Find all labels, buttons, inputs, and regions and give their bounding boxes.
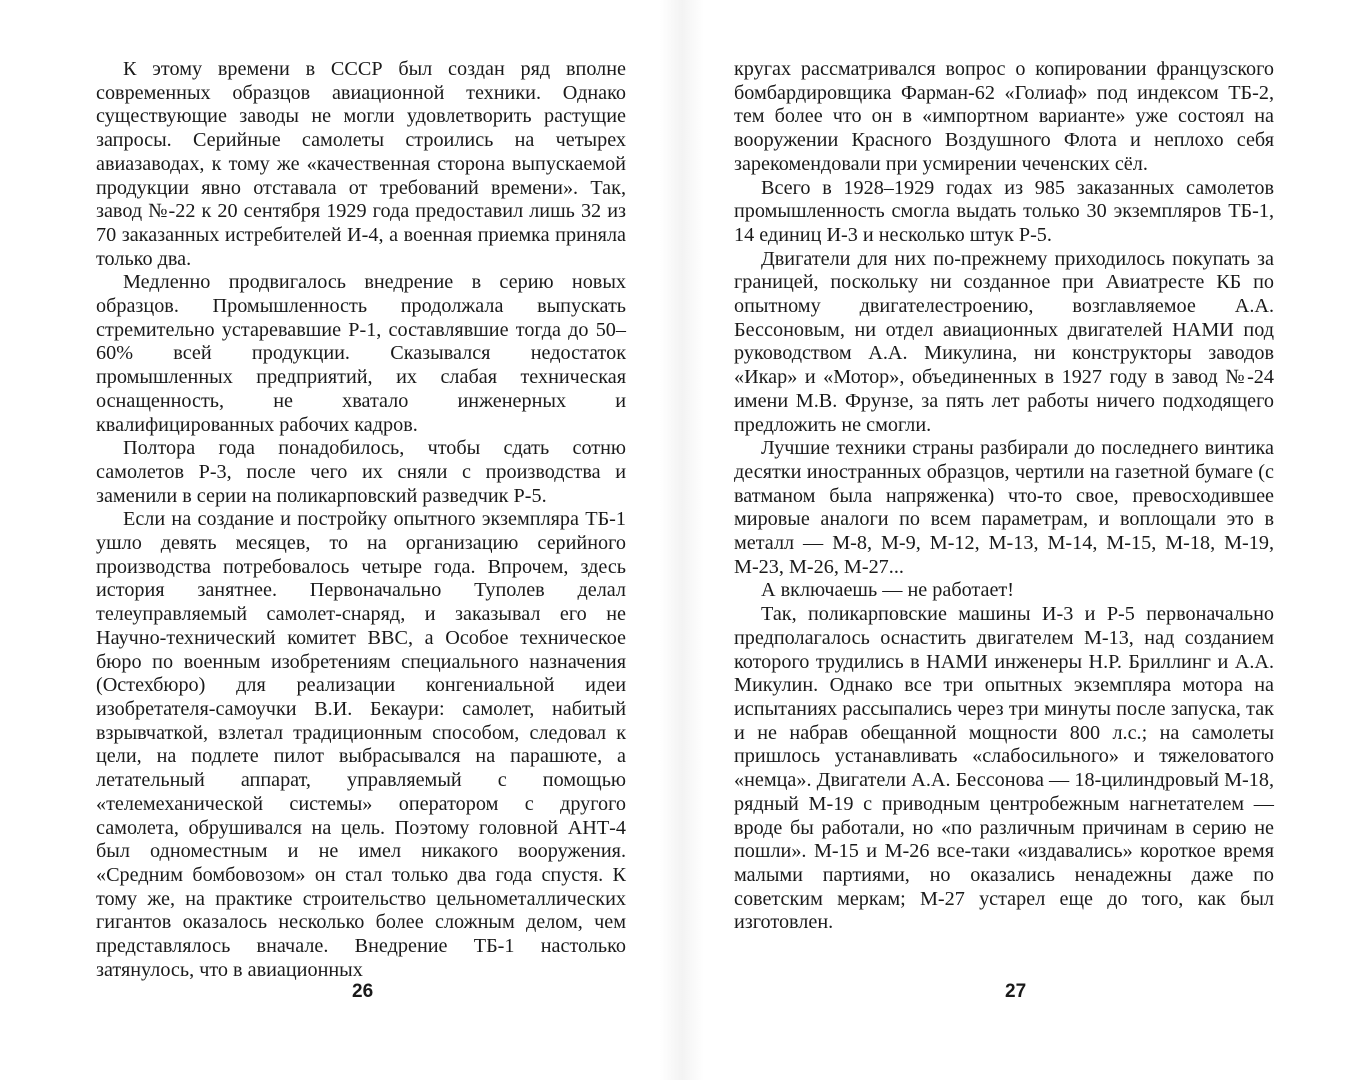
page-number: 27 <box>1005 981 1027 1002</box>
paragraph: кругах рассматривался вопрос о копировании французского бомбардировщика Фарман-62 «Голиаф» под индексом ТБ-2, тем более что он в «импортном варианте» уже состоял на вооружении Красного Воздушного Флота и неплохо себя зарекомендовали при усмирении чеченских сёл. <box>734 58 1274 175</box>
paragraph: Лучшие техники страны разбирали до последнего винтика десятки иностранных образцов, чертили на газетной бумаге (с ватманом была напряженка) что-то свое, превосходившее мировые аналоги по всем параметрам, и воплощали это в металл — М-8, М-9, М-12, М-13, М-14, М-15, М-18, М-19, М-23, М-26, М-27... <box>734 437 1274 578</box>
paragraph: Всего в 1928–1929 годах из 985 заказанных самолетов промышленность смогла выдать только 30 экземпляров ТБ-1, 14 единиц И-3 и несколько штук Р-5. <box>734 176 1274 246</box>
paragraph: Так, поликарповские машины И-3 и Р-5 первоначально предполагалось оснастить двигателем М-13, над созданием которого трудились в НАМИ инженеры Н.Р. Бриллинг и А.А. Микулин. Однако все три опытных экземпляра мотора на испытаниях рассыпались через три минуты после запуска, так и не набрав обещанной мощности 800 л.с.; на самолеты пришлось устанавливать «слабосильного» и тяжеловатого «немца». Двигатели А.А. Бессонова — 18-цилиндровый М-18, рядный М-19 с приводным центробежным нагнетателем — вроде бы работали, но «по различным причинам в серию не пошли». М-15 и М-26 все-таки «издавались» короткое время малыми партиями, но оказались ненадежны даже по советским меркам; М-27 устарел еще до того, как был изготовлен. <box>734 603 1274 934</box>
left-page <box>96 58 626 982</box>
paragraph: Полтора года понадобилось, чтобы сдать сотню самолетов Р-3, после чего их сняли с производства и заменили в серии на поликарповский разведчик Р-5. <box>96 437 626 507</box>
paragraph: Если на создание и постройку опытного экземпляра ТБ-1 ушло девять месяцев, то на организацию серийного производства потребовалось четыре года. Впрочем, здесь история занятнее. Первоначально Туполев делал телеуправляемый самолет-снаряд, и заказывал его не Научно-технический комитет ВВС, а Особое техническое бюро по военным изобретениям специального назначения (Остехбюро) для реализации конгениальной идеи изобретателя-самоучки В.И. Бекаури: самолет, набитый взрывчаткой, взлетал традиционным способом, следовал к цели, на подлете пилот выбрасывался на парашюте, а летательный аппарат, управляемый с помощью «телемеханической системы» оператором с другого самолета, обрушивался на цель. Поэтому головной АНТ-4 был одноместным и не имел никакого вооружения. «Средним бомбовозом» он стал только два года спустя. К тому же, на практике строительство цельнометаллических гигантов оказалось несколько более сложным делом, чем представлялось вначале. Внедрение ТБ-1 настолько затянулось, что в авиационных <box>96 508 626 981</box>
paragraph: А включаешь — не работает! <box>761 579 1014 602</box>
right-page <box>734 58 1274 935</box>
paragraph: Двигатели для них по-прежнему приходилось покупать за границей, поскольку ни созданное при Авиатресте КБ по опытному двигателестроению, возглавляемое А.А. Бессоновым, ни отдел авиационных двигателей НАМИ под руководством А.А. Микулина, ни конструкторы заводов «Икар» и «Мотор», объединенных в 1927 году в завод №-24 имени М.В. Фрунзе, за пять лет работы ничего подходящего предложить не смогли. <box>734 247 1274 436</box>
page-number: 26 <box>352 981 374 1002</box>
paragraph: К этому времени в СССР был создан ряд вполне современных образцов авиационной техники. Однако существующие заводы не могли удовлетворить растущие запросы. Серийные самолеты строились на четырех авиазаводах, к тому же «качественная сторона выпускаемой продукции явно отставала от требований времени». Так, завод №-22 к 20 сентября 1929 года предоставил лишь 32 из 70 заказанных истребителей И-4, а военная приемка приняла только два. <box>96 58 626 270</box>
paragraph: Медленно продвигалось внедрение в серию новых образцов. Промышленность продолжала выпускать стремительно устаревавшие Р-1, составлявшие тогда до 50–60% всей продукции. Сказывался недостаток промышленных предприятий, их слабая техническая оснащенность, не хватало инженерных и квалифицированных рабочих кадров. <box>96 271 626 436</box>
